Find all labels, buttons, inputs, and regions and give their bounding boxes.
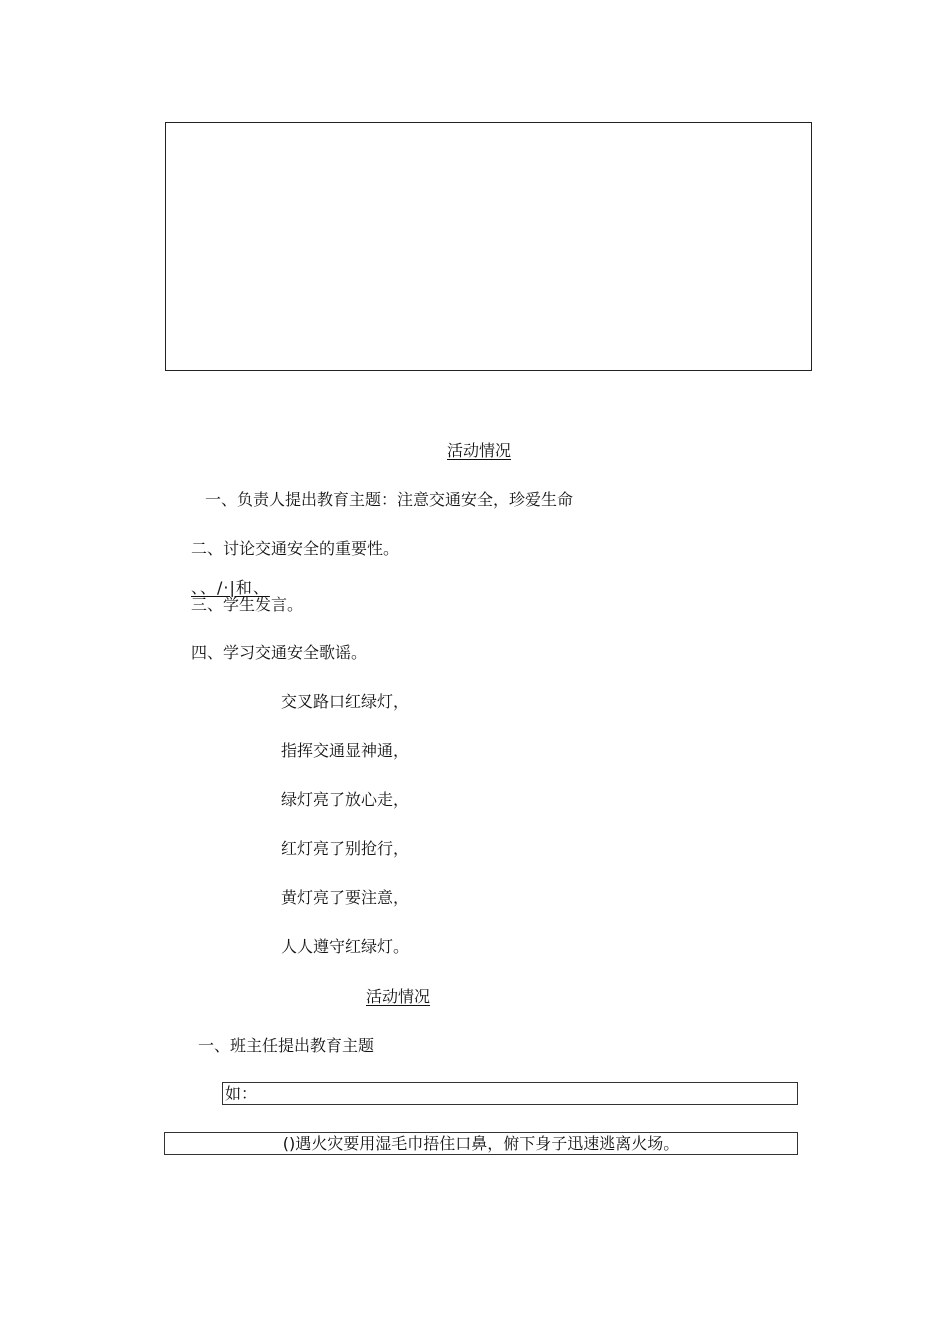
example-text-box (164, 1132, 798, 1155)
example-label: 如： (225, 1084, 258, 1103)
song-line-4: 红灯亮了别抢行， (281, 839, 410, 858)
example-label-box (222, 1082, 798, 1105)
song-line-5: 黄灯亮了要注意， (281, 888, 410, 907)
item-5: 一、班主任提出教育主题 (198, 1036, 375, 1055)
item-1: 一、负责人提出教育主题：注意交通安全，珍爱生命 (205, 490, 574, 509)
example-text: ()遇火灾要用湿毛巾捂住口鼻，俯下身子迅速逃离火场。 (282, 1134, 680, 1153)
item-2: 二、讨论交通安全的重要性。 (191, 539, 400, 558)
song-line-3: 绿灯亮了放心走， (281, 790, 410, 809)
song-line-6: 人人遵守红绿灯。 (281, 937, 410, 956)
item-garbled: 、、/·|和、 (191, 578, 270, 597)
empty-frame (165, 122, 812, 371)
section-2-heading: 活动情况 (366, 987, 431, 1006)
song-line-1: 交叉路口红绿灯， (281, 692, 410, 711)
section-1-heading: 活动情况 (447, 441, 512, 460)
item-3: 三、学生发言。 (191, 595, 304, 614)
song-line-2: 指挥交通显神通， (281, 741, 410, 760)
item-4: 四、学习交通安全歌谣。 (191, 643, 368, 662)
